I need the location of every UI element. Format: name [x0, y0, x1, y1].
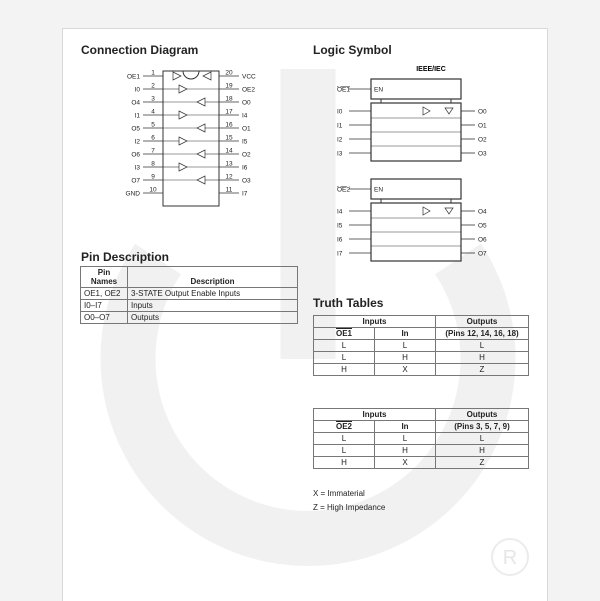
- truth-cell: H: [436, 352, 529, 364]
- table-row: [314, 340, 529, 352]
- pin-number-right: 15: [225, 134, 233, 142]
- pin-number-left: 9: [151, 173, 155, 181]
- truth-cell: Z: [436, 364, 529, 376]
- truth-cell: H: [375, 352, 436, 364]
- pin-number-right: 11: [225, 186, 233, 194]
- connection-diagram-heading: Connection Diagram: [81, 43, 199, 57]
- pin-name-cell: O0–O7: [81, 312, 128, 324]
- input-label: I6: [337, 236, 343, 244]
- pin-number-right: 17: [225, 108, 233, 116]
- pin-label-left: O7: [131, 177, 140, 185]
- pin-number-right: 12: [225, 173, 233, 181]
- pin-label-right: O1: [242, 125, 251, 133]
- output-label: O6: [478, 236, 487, 244]
- en-label: EN: [374, 186, 384, 194]
- pin-label-right: I7: [242, 190, 248, 198]
- inputs-header: Inputs: [314, 409, 436, 421]
- pin-name-cell: I0–I7: [81, 300, 128, 312]
- enable-box: [371, 79, 461, 99]
- note-immaterial: X = Immaterial: [313, 489, 365, 498]
- truth-table-oe1: [313, 315, 529, 376]
- pin-number-left: 4: [151, 108, 155, 116]
- pin-description-heading: Pin Description: [81, 250, 170, 264]
- description-header: Description: [128, 267, 298, 288]
- table-row: [81, 288, 298, 300]
- logic-symbol: [311, 61, 531, 271]
- outputs-header: Outputs: [436, 409, 529, 421]
- truth-cell: L: [375, 433, 436, 445]
- pin-label-left: O6: [131, 151, 140, 159]
- input-label: I3: [337, 150, 343, 158]
- description-cell: Inputs: [128, 300, 298, 312]
- output-label: O3: [478, 150, 487, 158]
- pin-label-left: OE1: [126, 73, 140, 81]
- pin-label-left: I3: [134, 164, 140, 172]
- truth-cell: H: [436, 445, 529, 457]
- logic-symbol-heading: Logic Symbol: [313, 43, 392, 57]
- pin-label-right: O2: [242, 151, 251, 159]
- input-label: I1: [337, 122, 343, 130]
- note-high-impedance: Z = High Impedance: [313, 503, 386, 512]
- description-cell: 3-STATE Output Enable Inputs: [128, 288, 298, 300]
- pin-label-right: O0: [242, 99, 251, 107]
- input-label: I4: [337, 208, 343, 216]
- input-label: I0: [337, 108, 343, 116]
- pin-label-left: GND: [125, 190, 140, 198]
- pin-number-right: 18: [225, 95, 233, 103]
- pins-column-header: (Pins 12, 14, 16, 18): [436, 328, 529, 340]
- pin-label-left: I2: [134, 138, 140, 146]
- in-column-header: In: [375, 328, 436, 340]
- pin-description-table: [80, 266, 298, 324]
- input-label: I7: [337, 250, 343, 258]
- pin-number-left: 6: [151, 134, 155, 142]
- input-label: I2: [337, 136, 343, 144]
- connection-diagram: [103, 67, 283, 217]
- logic-symbol-standard: IEEE/IEC: [416, 66, 446, 73]
- truth-cell: L: [314, 433, 375, 445]
- output-label: O0: [478, 108, 487, 116]
- pin-label-right: I6: [242, 164, 248, 172]
- svg-text:R: R: [502, 547, 518, 569]
- pin-number-left: 8: [151, 160, 155, 168]
- pin-label-left: I0: [134, 86, 140, 94]
- truth-cell: H: [375, 445, 436, 457]
- inputs-header: Inputs: [314, 316, 436, 328]
- truth-cell: L: [436, 433, 529, 445]
- pin-label-left: I1: [134, 112, 140, 120]
- table-row: [81, 300, 298, 312]
- output-label: O1: [478, 122, 487, 130]
- pin-number-left: 3: [151, 95, 155, 103]
- output-label: O7: [478, 250, 487, 258]
- table-row: [314, 457, 529, 469]
- truth-cell: L: [314, 445, 375, 457]
- pin-number-left: 5: [151, 121, 155, 129]
- in-column-header: In: [375, 421, 436, 433]
- pin-number-left: 10: [149, 186, 157, 194]
- pin-name-cell: OE1, OE2: [81, 288, 128, 300]
- pin-label-right: VCC: [242, 73, 256, 81]
- pin-label-right: I4: [242, 112, 248, 120]
- pin-label-right: OE2: [242, 86, 256, 94]
- output-label: O2: [478, 136, 487, 144]
- enable-label: OE1: [337, 86, 351, 94]
- output-label: O4: [478, 208, 487, 216]
- table-row: [81, 312, 298, 324]
- truth-cell: L: [375, 340, 436, 352]
- pin-names-header: Pin Names: [81, 267, 128, 288]
- truth-cell: X: [375, 457, 436, 469]
- truth-cell: H: [314, 364, 375, 376]
- pins-column-header: (Pins 3, 5, 7, 9): [436, 421, 529, 433]
- truth-cell: X: [375, 364, 436, 376]
- pin-number-left: 2: [151, 82, 155, 90]
- oe-column-header: OE2: [314, 421, 375, 433]
- table-row: [314, 433, 529, 445]
- en-label: EN: [374, 86, 384, 94]
- truth-cell: H: [314, 457, 375, 469]
- table-row: [314, 352, 529, 364]
- input-label: I5: [337, 222, 343, 230]
- truth-cell: Z: [436, 457, 529, 469]
- pin-label-left: O4: [131, 99, 140, 107]
- pin-number-right: 20: [225, 69, 233, 77]
- pin-label-right: O3: [242, 177, 251, 185]
- pin-number-left: 1: [151, 69, 155, 77]
- pin-number-right: 14: [225, 147, 233, 155]
- truth-table-oe2: [313, 408, 529, 469]
- outputs-header: Outputs: [436, 316, 529, 328]
- output-label: O5: [478, 222, 487, 230]
- table-row: [314, 364, 529, 376]
- pin-number-right: 13: [225, 160, 233, 168]
- truth-table-notes: [313, 487, 385, 515]
- oe-column-header: OE1: [314, 328, 375, 340]
- pin-number-left: 7: [151, 147, 155, 155]
- truth-cell: L: [314, 352, 375, 364]
- truth-cell: L: [314, 340, 375, 352]
- truth-cell: L: [436, 340, 529, 352]
- pin-number-right: 19: [225, 82, 233, 90]
- enable-label: OE2: [337, 186, 351, 194]
- pin-label-right: I5: [242, 138, 248, 146]
- enable-box: [371, 179, 461, 199]
- description-cell: Outputs: [128, 312, 298, 324]
- pin-number-right: 16: [225, 121, 233, 129]
- datasheet-page: [62, 28, 548, 601]
- truth-tables-heading: Truth Tables: [313, 296, 384, 310]
- table-row: [314, 445, 529, 457]
- pin-label-left: O5: [131, 125, 140, 133]
